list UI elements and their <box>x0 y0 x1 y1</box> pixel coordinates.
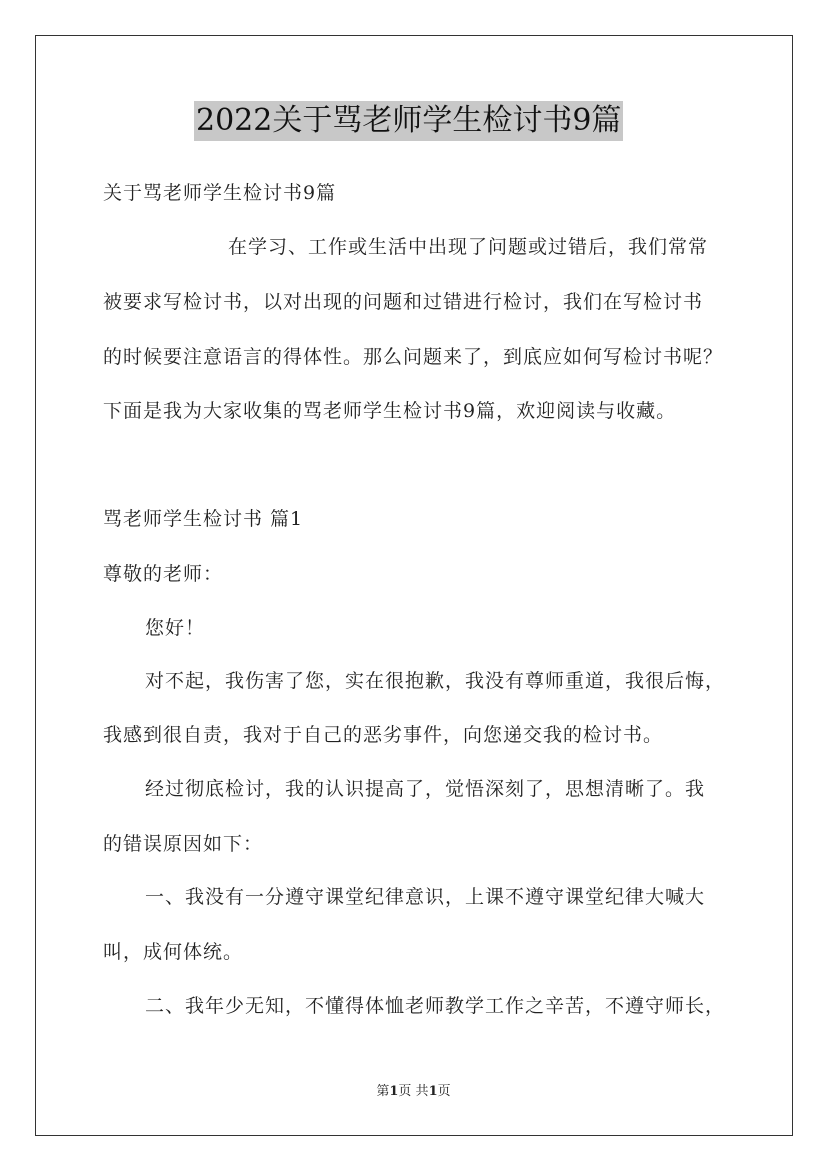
salutation: 尊敬的老师： <box>103 563 224 585</box>
footer-page-total: 1 <box>428 1084 438 1099</box>
document-subtitle: 关于骂老师学生检讨书9篇 <box>103 182 337 204</box>
intro-line-1: 在学习、工作或生活中出现了问题或过错后，我们常常 <box>228 236 709 258</box>
body-line-2: 我感到很自责，我对于自己的恶劣事件，向您递交我的检讨书。 <box>103 724 664 746</box>
intro-line-3: 的时候要注意语言的得体性。那么问题来了，到底应如何写检讨书呢？ <box>103 346 724 368</box>
body-line-4: 的错误原因如下： <box>103 833 264 855</box>
footer-page-prefix: 第 <box>376 1084 390 1099</box>
page-footer <box>0 1084 827 1100</box>
body-line-7: 二、我年少无知，不懂得体恤老师教学工作之辛苦，不遵守师长， <box>145 995 726 1017</box>
intro-line-4: 下面是我为大家收集的骂老师学生检讨书9篇，欢迎阅读与收藏。 <box>103 400 677 422</box>
body-line-1: 对不起，我伤害了您，实在很抱歉，我没有尊师重道，我很后悔， <box>145 670 726 692</box>
body-line-3: 经过彻底检讨，我的认识提高了，觉悟深刻了，思想清晰了。我 <box>145 778 706 800</box>
document-title: 2022关于骂老师学生检讨书9篇 <box>194 101 623 141</box>
section-heading: 骂老师学生检讨书 篇1 <box>103 508 304 530</box>
greeting: 您好！ <box>145 617 206 639</box>
body-line-5: 一、我没有一分遵守课堂纪律意识，上课不遵守课堂纪律大喊大 <box>145 886 706 908</box>
footer-page-suffix: 页 <box>437 1084 451 1099</box>
intro-line-2: 被要求写检讨书，以对出现的问题和过错进行检讨，我们在写检讨书 <box>103 291 704 313</box>
footer-page-number: 1 <box>389 1084 399 1099</box>
footer-page-mid: 页 共 <box>398 1084 429 1099</box>
body-line-6: 叫，成何体统。 <box>103 941 244 963</box>
